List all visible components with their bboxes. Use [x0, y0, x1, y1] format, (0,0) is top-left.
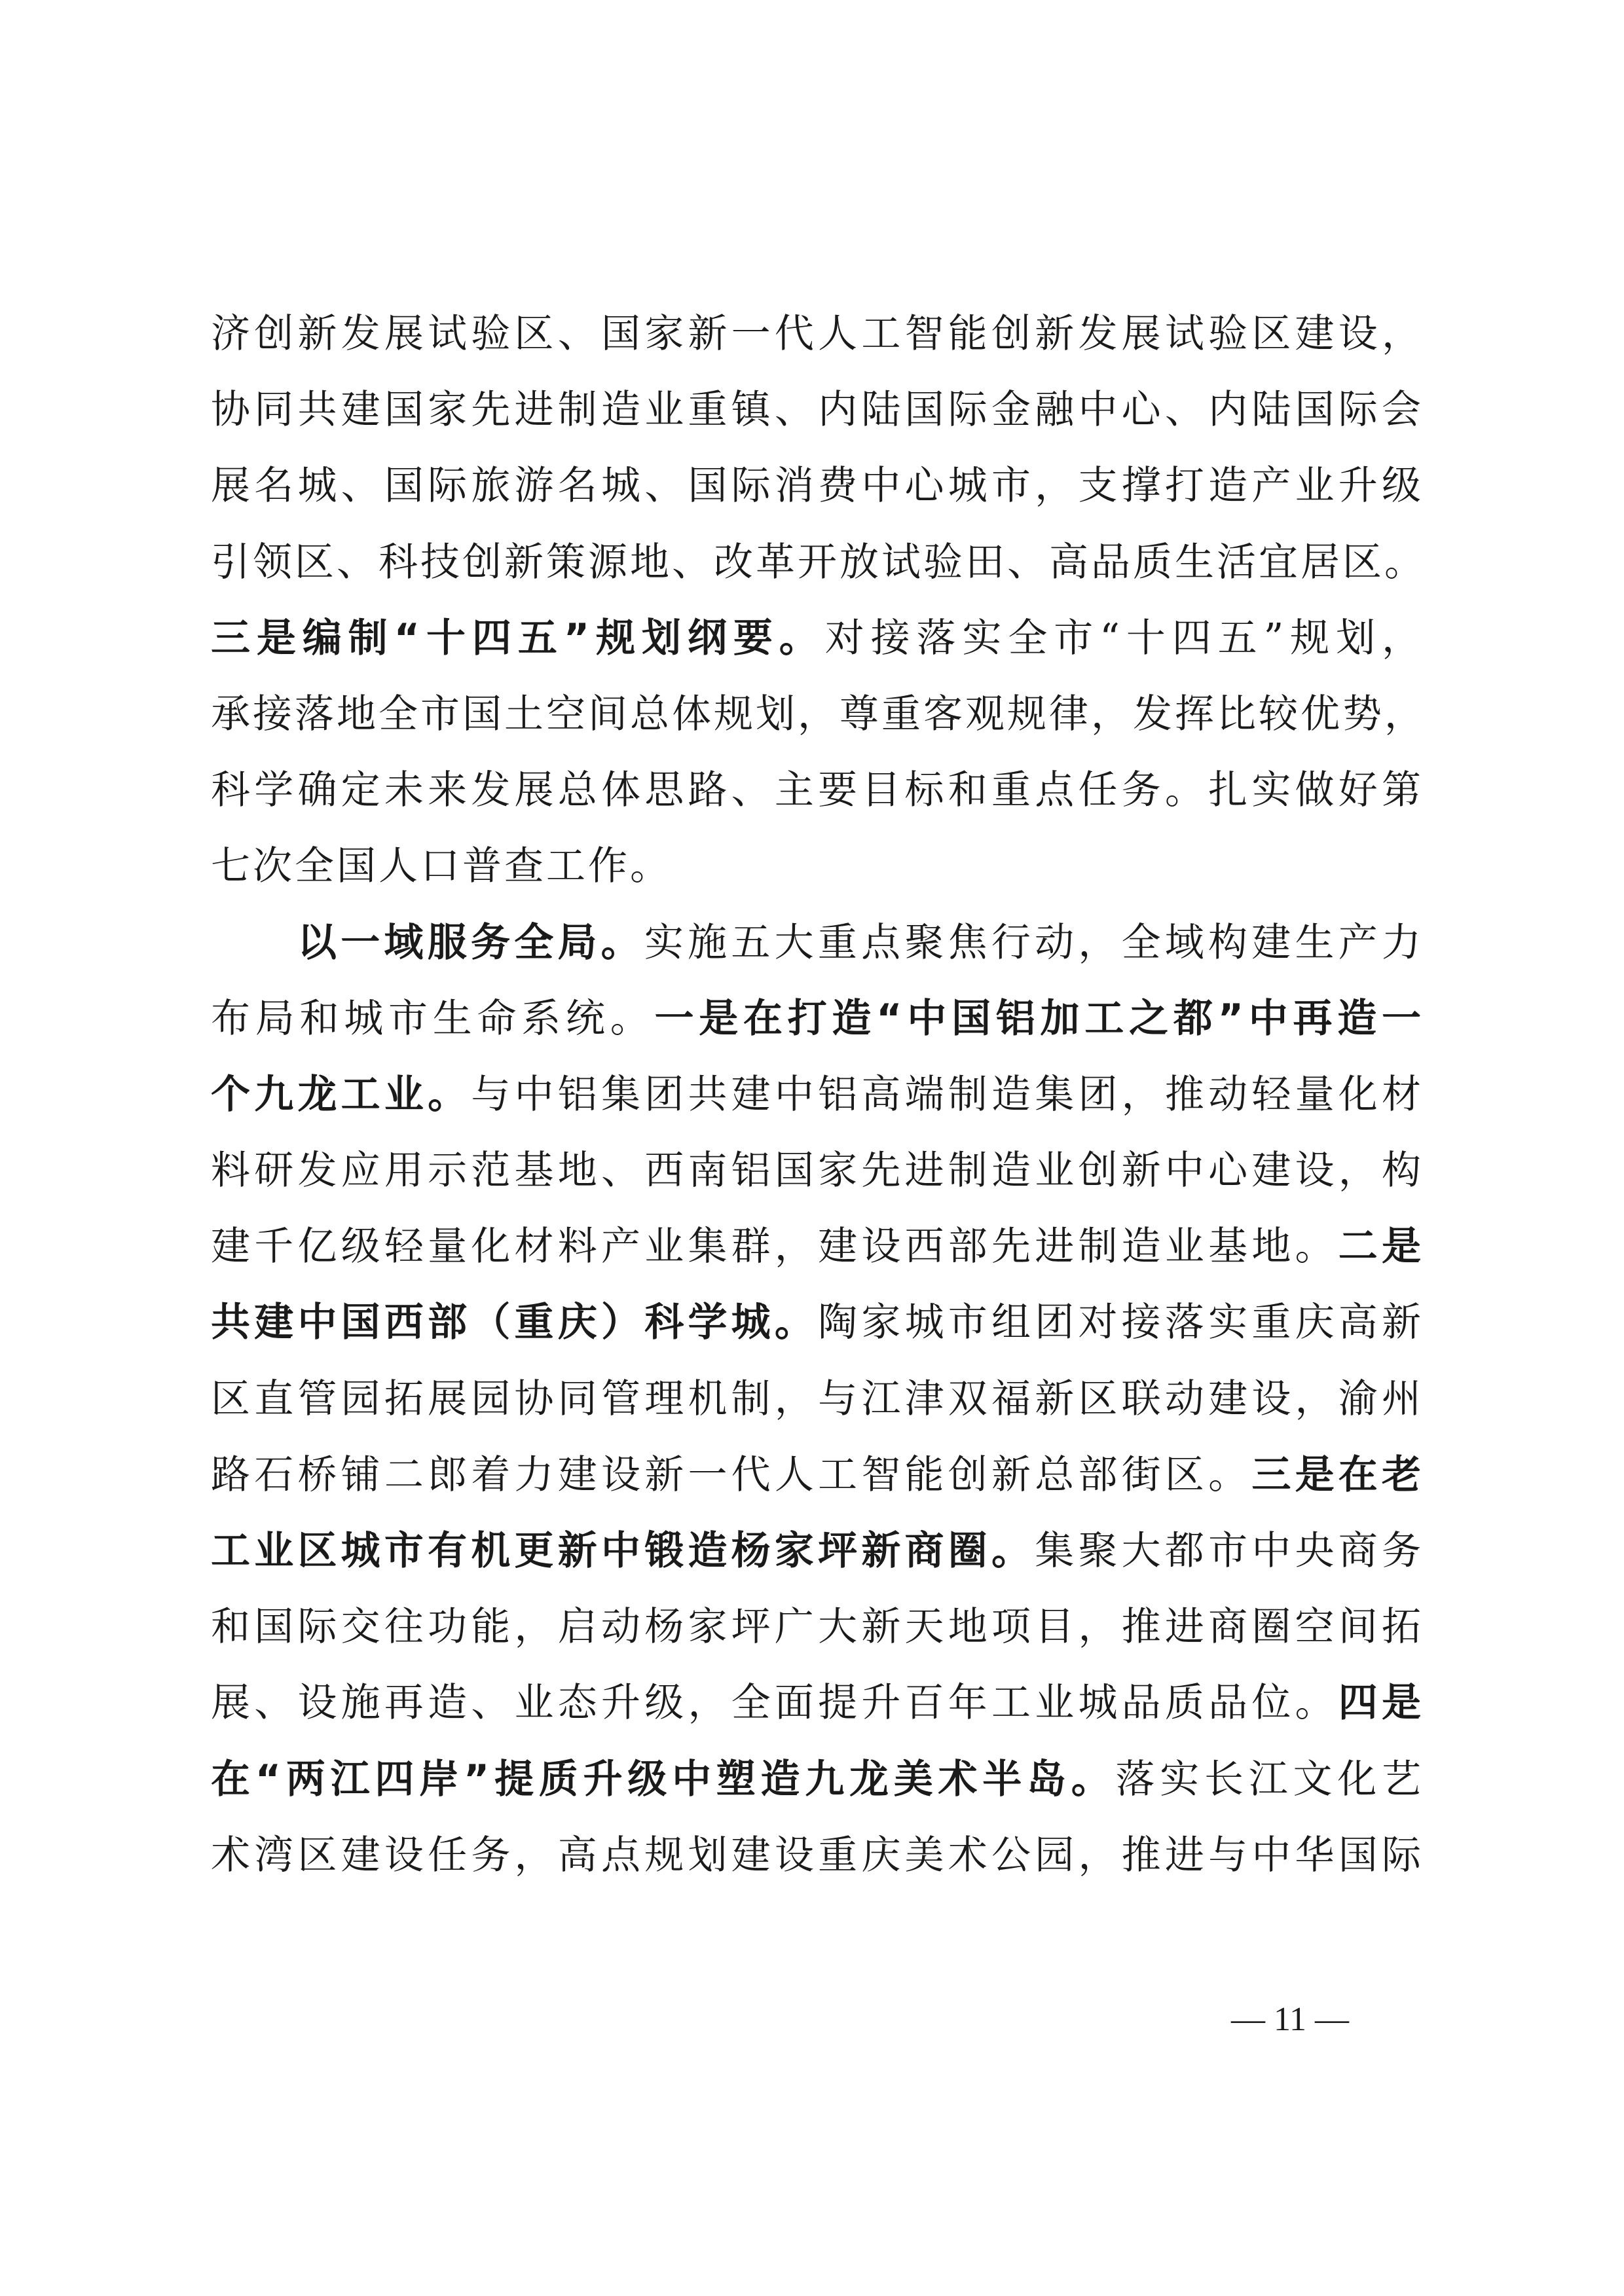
text-line	[211, 372, 1424, 448]
text-segment: 科学确定未来发展总体思路、主要目标和重点任务。扎实做好第	[211, 767, 1424, 814]
text-line	[211, 600, 1424, 676]
text-segment: 与中铝集团共建中铝高端制造集团，推动轻量化材	[471, 1071, 1424, 1118]
text-segment: 落实长江文化艺	[1115, 1756, 1424, 1802]
bold-text-segment: 工业区城市有机更新中锻造杨家坪新商圈。	[211, 1528, 1035, 1574]
bold-text-segment: 共建中国西部（重庆）科学城。	[211, 1300, 819, 1346]
text-segment: 建千亿级轻量化材料产业集群，建设西部先进制造业基地。	[211, 1224, 1338, 1270]
text-segment: 术湾区建设任务，高点规划建设重庆美术公园，推进与中华国际	[211, 1832, 1424, 1878]
text-line	[211, 1361, 1424, 1437]
text-line	[211, 448, 1424, 524]
text-segment: 展名城、国际旅游名城、国际消费中心城市，支撑打造产业升级	[211, 463, 1424, 509]
text-line	[211, 296, 1424, 372]
bold-text-segment: 一是在打造“中国铝加工之都”中再造一	[654, 995, 1424, 1042]
page-number: — 11 —	[1230, 2001, 1350, 2038]
text-line	[211, 1133, 1424, 1209]
text-segment: 路石桥铺二郎着力建设新一代人工智能创新总部街区。	[211, 1451, 1252, 1498]
text-line	[211, 828, 1424, 904]
text-line	[211, 1817, 1424, 1893]
text-line	[211, 752, 1424, 828]
text-segment: 对接落实全市“十四五”规划，	[824, 615, 1424, 661]
text-segment: 引领区、科技创新策源地、改革开放试验田、高品质生活宜居区。	[211, 539, 1426, 585]
text-segment: 济创新发展试验区、国家新一代人工智能创新发展试验区建设，	[211, 311, 1424, 357]
text-segment: 展、设施再造、业态升级，全面提升百年工业城品质品位。	[211, 1680, 1338, 1726]
bold-text-segment: 二是	[1338, 1224, 1424, 1270]
bold-text-segment: 个九龙工业。	[211, 1071, 471, 1118]
text-line	[211, 1665, 1424, 1741]
text-segment: 七次全国人口普查工作。	[211, 843, 672, 890]
text-segment: 协同共建国家先进制造业重镇、内陆国际金融中心、内陆国际会	[211, 387, 1424, 433]
text-line	[211, 1057, 1424, 1133]
text-line	[211, 1741, 1424, 1817]
text-segment: 布局和城市生命系统。	[211, 995, 655, 1042]
text-segment: 实施五大重点聚焦行动，全域构建生产力	[644, 919, 1424, 966]
text-segment: 承接落地全市国土空间总体规划，尊重客观规律，发挥比较优势，	[211, 691, 1426, 737]
text-segment: 陶家城市组团对接落实重庆高新	[818, 1300, 1424, 1346]
text-segment: 集聚大都市中央商务	[1035, 1528, 1424, 1574]
body-text	[211, 296, 1424, 1893]
text-segment: 区直管园拓展园协同管理机制，与江津双福新区联动建设，渝州	[211, 1376, 1424, 1422]
text-line	[211, 1513, 1424, 1589]
text-line	[211, 1285, 1424, 1360]
bold-text-segment: 在“两江四岸”提质升级中塑造九龙美术半岛。	[211, 1756, 1116, 1802]
text-line	[211, 1589, 1424, 1665]
text-line	[211, 524, 1424, 600]
text-segment: 料研发应用示范基地、西南铝国家先进制造业创新中心建设，构	[211, 1148, 1424, 1194]
text-segment: 和国际交往功能，启动杨家坪广大新天地项目，推进商圈空间拓	[211, 1604, 1424, 1650]
text-line	[211, 1437, 1424, 1513]
text-line	[211, 905, 1424, 981]
text-line	[211, 676, 1424, 752]
bold-text-segment: 以一域服务全局。	[297, 919, 644, 966]
bold-text-segment: 三是在老	[1251, 1451, 1424, 1498]
text-line	[211, 1209, 1424, 1285]
bold-text-segment: 三是编制“十四五”规划纲要。	[211, 615, 825, 661]
text-line	[211, 981, 1424, 1057]
bold-text-segment: 四是	[1338, 1680, 1424, 1726]
